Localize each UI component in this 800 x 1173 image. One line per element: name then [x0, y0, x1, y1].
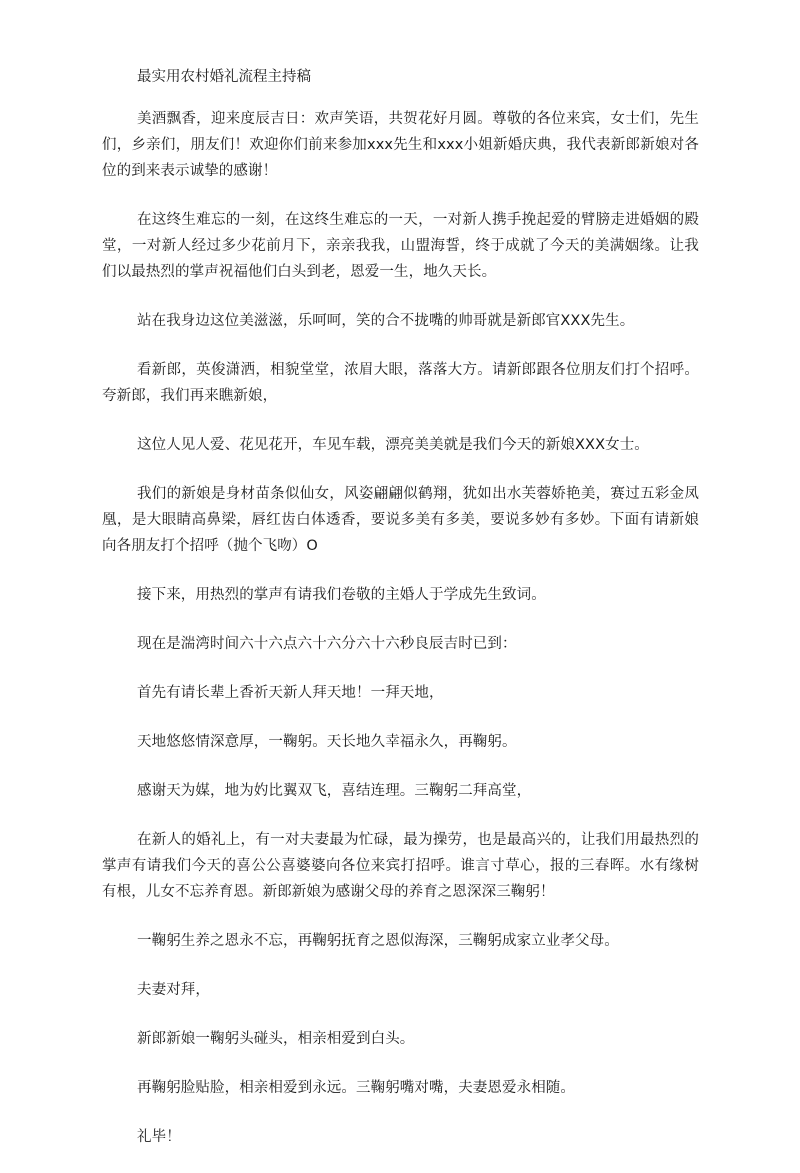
paragraph: 看新郎，英俊潇洒，相貌堂堂，浓眉大眼，落落大方。请新郎跟各位朋友们打个招呼。夸新郎，我们再来瞧新娘， — [102, 362, 699, 404]
paragraph: 新郎新娘一鞠躬头碰头，相亲相爱到白头。 — [137, 1031, 415, 1047]
paragraph: 首先有请长辈上香祈天新人拜天地！一拜天地， — [137, 685, 444, 701]
document-body — [102, 106, 699, 1173]
document-title: 最实用农村婚礼流程主持稿 — [137, 69, 311, 85]
paragraph: 再鞠躬脸贴脸，相亲相爱到永远。三鞠躬嘴对嘴，夫妻恩爱永相随。 — [137, 1080, 575, 1096]
paragraph: 礼毕！ — [137, 1129, 181, 1145]
paragraph: 在这终生难忘的一刻，在这终生难忘的一天，一对新人携手挽起爱的臂膀走进婚姻的殿堂，一对新人经过多少花前月下，亲亲我我，山盟海誓，终于成就了今天的美满姻缘。让我们以最热烈的掌声祝福他们白头到老，恩爱一生，地久天长。 — [102, 212, 699, 280]
paragraph: 夫妻对拜， — [137, 982, 210, 998]
paragraph: 站在我身边这位美滋滋，乐呵呵，笑的合不拢嘴的帅哥就是新郎官XXX先生。 — [137, 313, 635, 329]
paragraph: 在新人的婚礼上，有一对夫妻最为忙碌，最为操劳，也是最高兴的，让我们用最热烈的掌声有请我们今天的喜公公喜婆婆向各位来宾打招呼。谁言寸草心，报的三春晖。水有缘树有根，儿女不忘养育恩。新郎新娘为感谢父母的养育之恩深深三鞠躬！ — [102, 832, 699, 900]
paragraph: 感谢天为媒，地为妁比翼双飞，喜结连理。三鞠躬二拜高堂， — [137, 783, 532, 799]
paragraph: 天地悠悠情深意厚，一鞠躬。天长地久幸福永久，再鞠躬。 — [137, 734, 517, 750]
paragraph: 现在是湍湾时间六十六点六十六分六十六秒良辰吉时已到： — [137, 636, 517, 652]
paragraph: 一鞠躬生养之恩永不忘，再鞠躬抚育之恩似海深，三鞠躬成家立业孝父母。 — [137, 933, 619, 949]
paragraph: 接下来，用热烈的掌声有请我们卷敬的主婚人于学成先生致词。 — [137, 587, 546, 603]
paragraph: 这位人见人爱、花见花开，车见车载，漂亮美美就是我们今天的新娘XXX女士。 — [137, 437, 649, 453]
paragraph: 美酒飘香，迎来度辰吉日：欢声笑语，共贺花好月圆。尊敬的各位来宾，女士们，先生们，乡亲们，朋友们！欢迎你们前来参加xxx先生和xxx小姐新婚庆典，我代表新郎新娘对各位的到来表示诚挚的感谢！ — [102, 111, 699, 179]
paragraph: 我们的新娘是身材苗条似仙女，风姿翩翩似鹤翔，犹如出水芙蓉娇艳美，赛过五彩金凤凰，是大眼睛高鼻梁，唇红齿白体透香，要说多美有多美，要说多妙有多妙。下面有请新娘向各朋友打个招呼（抛个飞吻）O — [102, 486, 699, 554]
